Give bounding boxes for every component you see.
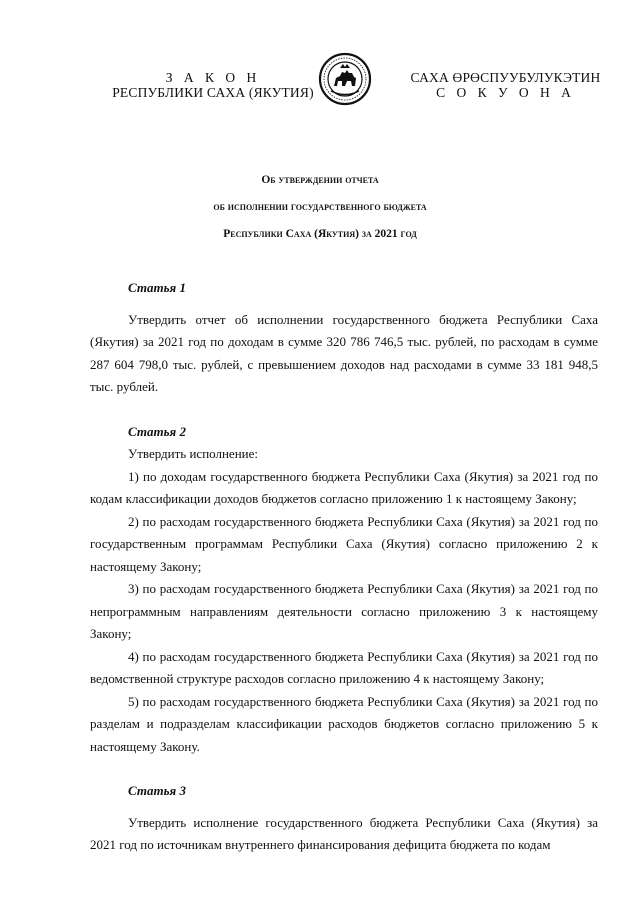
header-right bbox=[398, 70, 613, 100]
law-label-ru: З А К О Н bbox=[165, 70, 261, 85]
header-left bbox=[108, 70, 318, 100]
article-paragraph: 4) по расходам государственного бюджета Республики Саха (Якутия) за 2021 год по ведомственной структуре расходов согласно приложению 4 к настоящему Закону; bbox=[90, 648, 598, 686]
title-line-1: Об утверждении отчета bbox=[261, 174, 379, 186]
article-heading: Статья 3 bbox=[128, 783, 186, 798]
article-paragraph: 1) по доходам государственного бюджета Республики Саха (Якутия) за 2021 год по кодам классификации доходов бюджетов согласно приложению 1 к настоящему Закону; bbox=[90, 468, 598, 506]
article-heading: Статья 2 bbox=[128, 423, 186, 439]
article-heading: Статья 1 bbox=[128, 280, 186, 295]
article-paragraph: Утвердить исполнение государственного бюджета Республики Саха (Якутия) за 2021 год по источникам внутреннего финансирования дефицита бюджета по кодам bbox=[90, 814, 598, 852]
law-label-sah: С О К У О Н А bbox=[436, 85, 575, 100]
republic-name-sah: САХА ӨРӨСПУУБУЛУКЭТИН bbox=[410, 70, 601, 85]
article-paragraph: Утвердить отчет об исполнении государственного бюджета Республики Саха (Якутия) за 2021 год по доходам в сумме 320 786 746,5 тыс. рублей, по расходам в сумме 287 604 798,0 тыс. рублей, с превышением доходов над расходами в сумме 33 181 948,5 тыс. рублей. bbox=[90, 311, 598, 394]
article-paragraph: Утвердить исполнение: bbox=[128, 446, 258, 461]
sakha-republic-emblem-icon bbox=[318, 52, 372, 106]
republic-name-ru: РЕСПУБЛИКИ САХА (ЯКУТИЯ) bbox=[112, 85, 314, 100]
article-paragraph: 5) по расходам государственного бюджета Республики Саха (Якутия) за 2021 год по разделам и подразделам классификации расходов бюджетов согласно приложению 5 к настоящему Закону. bbox=[90, 693, 598, 754]
document-body bbox=[90, 277, 598, 857]
title-line-2: об исполнении государственного бюджета bbox=[213, 201, 427, 213]
article-paragraph: 2) по расходам государственного бюджета Республики Саха (Якутия) за 2021 год по государственным программам Республики Саха (Якутия) согласно приложению 2 к настоящему Закону; bbox=[90, 513, 598, 574]
document-title bbox=[0, 167, 640, 248]
title-line-3: Республики Саха (Якутия) за 2021 год bbox=[223, 228, 417, 240]
article-paragraph: 3) по расходам государственного бюджета Республики Саха (Якутия) за 2021 год по непрограммным направлениям деятельности согласно приложению 3 к настоящему Закону; bbox=[90, 581, 598, 641]
